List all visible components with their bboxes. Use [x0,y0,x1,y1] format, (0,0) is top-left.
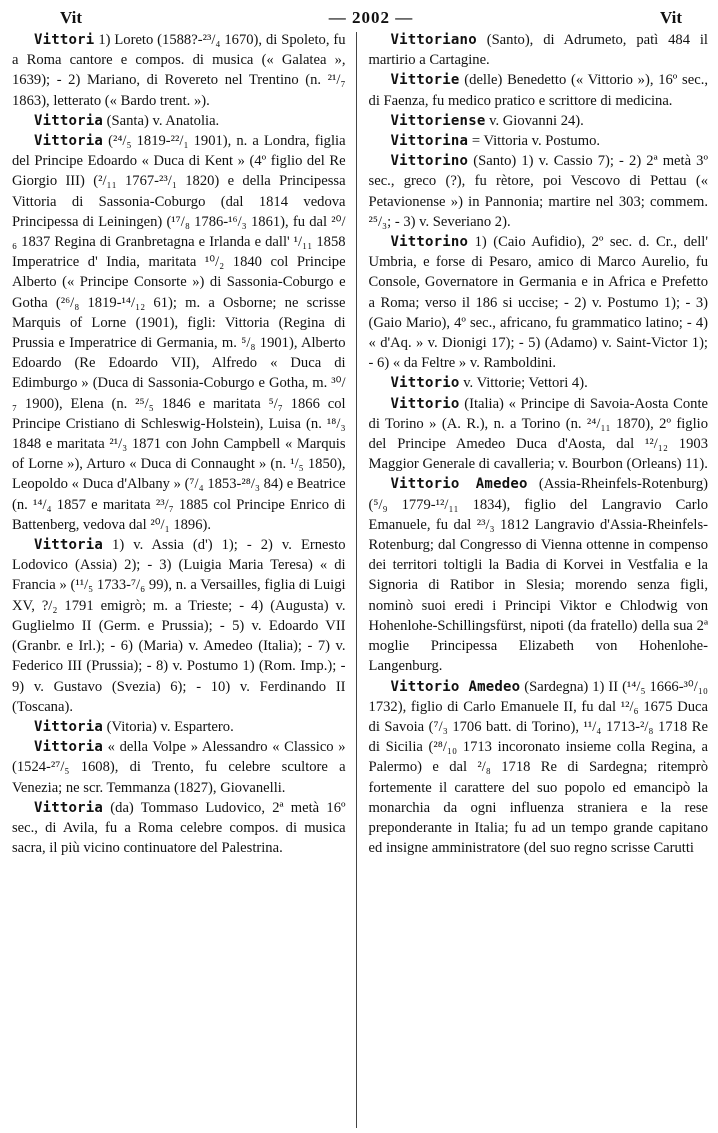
entry-headword: Vittorino [390,153,469,170]
entry-text: = Vittoria v. Postumo. [468,133,601,150]
entry [12,30,346,111]
entry-headword: Vittorio [390,375,460,392]
entry-headword: Vittoria [34,739,104,756]
entry [12,111,346,131]
entry [12,717,346,737]
left-column [12,30,356,1128]
entry-headword: Vittorino [390,234,469,251]
entry-headword: Vittoria [34,537,104,554]
entry [369,232,708,373]
entry-text: v. Vittorie; Vettori 4). [459,375,588,392]
entry-headword: Vittoria [34,799,104,816]
entry-text: v. Giovanni 24). [485,112,584,129]
entry-headword: Vittorina [390,133,469,150]
running-header [12,6,708,30]
entry-text: (Assia-Rheinfels-Rotenburg) (⁵/₉ 1779-¹²/₁₁ 1834), figlio del Langravio Carlo Emanuele, fu dal ²³/₃ 1812 Langravio d'Assia-Rheinfels-Rotenburg; dal Congresso di Vienna ottenne in compenso dei territori toltigli la Badia di Korvei in Vestfalia e la Signoria di Ratibor in Slesia; morendo senza figli, nominò suoi eredi i Principi Viktor e Chlodwig von Hohenlohe-Schillingsfürst, nipoti (da fratello) della sua 2ª moglie Principessa Elizabeth von Hohenlohe-Langenburg. [368,476,709,675]
entry [12,535,346,717]
entry-text: (Santo) 1) v. Cassio 7); - 2) 2ª metà 3º sec., greco (?), fu rètore, poi Vescovo di Pettau (« Petavionense ») in Pannonia; martire nel 303; commem. ²⁵/₃; - 3) v. Severiano 2). [368,153,708,230]
entry-headword: Vittoria [34,112,104,129]
entry-text: « della Volpe » Alessandro « Classico » (1524-²⁷/₅ 1608), di Trento, fu celebre scultore a Venezia; ne scr. Temmanza (1827), Giovanelli. [12,739,346,796]
entry-text: (da) Tommaso Ludovico, 2ª metà 16º sec., di Avila, fu a Roma celebre compos. di musica sacra, il più vicino continuatore del Palestrina. [12,799,346,857]
entry-text: (delle) Benedetto (« Vittorio »), 16º sec., di Faenza, fu medico pratico e scrittore di medicina. [368,72,708,109]
entry-text: (Sardegna) 1) II (¹⁴/₅ 1666-³⁰/₁₀ 1732), figlio di Carlo Emanuele II, fu dal ¹²/₆ 1675 Duca di Savoia (⁷/₃ 1706 batt. di Torino), ¹¹/₄ 1713-²/₈ 1718 Re di Sicilia (²⁸/₁₀ 1713 incoronato insieme colla Regina, a Palermo) e dal ²/₈ 1718 Re di Sardegna; ritemprò fortemente il carattere del suo popolo ed emancipò la monarchia da ogni influenza straniera e la rese preponderante in Italia; fu ad un tempo grande capitano ed insigne amministratore (del suo regno scrisse Carutti [368,678,709,857]
entry-text: (Santo), di Adrumeto, patì 484 il martirio a Cartagine. [368,32,708,69]
header-left-guideword: Vit [60,8,83,27]
entry [12,737,346,798]
entry [369,131,708,151]
entry [369,70,708,110]
text-columns [12,30,708,1128]
entry-headword: Vittoria [34,133,104,150]
entry [369,151,708,232]
entry [369,111,708,131]
entry [369,677,708,859]
entry-headword: Vittorio Amedeo [390,476,528,493]
entry-headword: Vittorio [390,395,460,412]
entry-text: (Santa) v. Anatolia. [103,112,220,129]
entry [369,30,708,70]
entry [369,474,708,676]
right-column [357,30,708,1128]
entry-headword: Vittoriano [390,32,477,48]
entry-text: (Italia) « Principe di Savoia-Aosta Conte di Torino » (A. R.), n. a Torino (n. ²⁴/₁₁ 1870), 2º figlio del Principe Amedeo Duca d'Aosta, dal ¹²/₁₂ 1903 Maggior Generale di cavalleria; v. Bourbon (Orleans) 11). [368,395,708,473]
entry-headword: Vittori [34,32,95,48]
entry-headword: Vittoriense [390,112,486,129]
header-right-guideword: Vit [659,8,682,27]
entry [12,798,346,859]
entry-text: (Vitoria) v. Espartero. [103,718,234,735]
entry [369,373,708,393]
entry-text: 1) v. Assia (d') 1); - 2) v. Ernesto Lodovico (Assia) 2); - 3) (Luigia Maria Teresa) « di Francia » (¹¹/₅ 1733-⁷/₆ 99), n. a Versailles, figlia di Luigi XV, ?/₂ 1791 emigrò; m. a Trieste; - 4) (Augusta) v. Guglielmo II (Germ. e Prussia); - 5) v. Edoardo VII (Granbr. e Irl.); - 6) (Maria) v. Amedeo (Italia); - 7) v. Federico III (Prussia); - 8) v. Postumo 1) (Rom. Imp.); - 9) v. Gustavo (Svezia) 6); - 10) v. Ferdinando II (Toscana). [12,537,346,715]
entry-text: 1) Loreto (1588?-²³/₄ 1670), di Spoleto, fu a Roma cantore e compos. di musica (« Galatea », 1639); - 2) Mariano, di Rovereto nel Trentino (n. ²¹/₇ 1863), letterato (« Bardo trent. »). [12,32,346,109]
entry [12,131,346,535]
entry-text: 1) (Caio Aufidio), 2º sec. d. Cr., dell' Umbria, e forse di Pesaro, amico di Marco Aurelio, fu Console, Governatore in Germania e in Africa e Prefetto a Roma; verso il 186 si uccise; - 2) v. Postumo 1); - 3) (Gaio Mario), 4º sec., africano, fu grammatico latino; - 4) « d'Aq. » v. Dionigi 17); - 5) (Adamo) v. Saint-Victor 1); - 6) « da Feltre » v. Ramboldini. [368,234,708,372]
entry-headword: Vittoria [34,718,104,735]
entry-headword: Vittorio Amedeo [390,678,521,695]
entry-text: (²⁴/₅ 1819-²²/₁ 1901), n. a Londra, figlia del Principe Edoardo « Duca di Kent » (4º figlio del Re Giorgio III) (²/₁₁ 1767-²³/₁ 1820) e della Principessa Vittoria di Sassonia-Coburgo (dal 1814 vedova Principessa di Leiningen) (¹⁷/₈ 1786-¹⁶/₃ 1861), fu dal ²⁰/₆ 1837 Regina di Granbretagna e Irlanda e dall' ¹/₁₁ 1858 Imperatrice d' India, maritata ¹⁰/₂ 1840 col Principe Alberto (« Principe Consorte ») di Sassonia-Coburgo e Gotha (²⁶/₈ 1819-¹⁴/₁₂ 61); m. a Osborne; ne scrisse Marquis of Lorne (1901), figli: Vittoria (Regina di Prussia e Imperatrice di Germania, m. ⁵/₈ 1901), Alberto Edoardo (Re Edoardo VII), Alfredo « Duca di Edimburgo » (Duca di Sassonia-Coburgo e Gotha, m. ³⁰/₇ 1900), Elena (n. ²⁵/₅ 1846 e maritata ⁵/₇ 1866 col Principe Cristiano di Schleswig-Holstein), Luisa (n. ¹⁸/₃ 1848 e maritata ²¹/₃ 1871 con John Campbell « Marquis of Lorne »), Arturo « Duca di Connaught » (n. ¹/₅ 1850), Leopoldo « Duca d'Albany » (⁷/₄ 1853-²⁸/₃ 84) e Beatrice (n. ¹⁴/₄ 1857 e maritata ²³/₇ 1885 col Principe Enrico di Battenberg, vedova dal ²⁰/₁ 1896). [12,133,346,533]
entry-headword: Vittorie [390,72,460,89]
page-number: — 2002 — [328,8,414,27]
entry [369,394,708,475]
